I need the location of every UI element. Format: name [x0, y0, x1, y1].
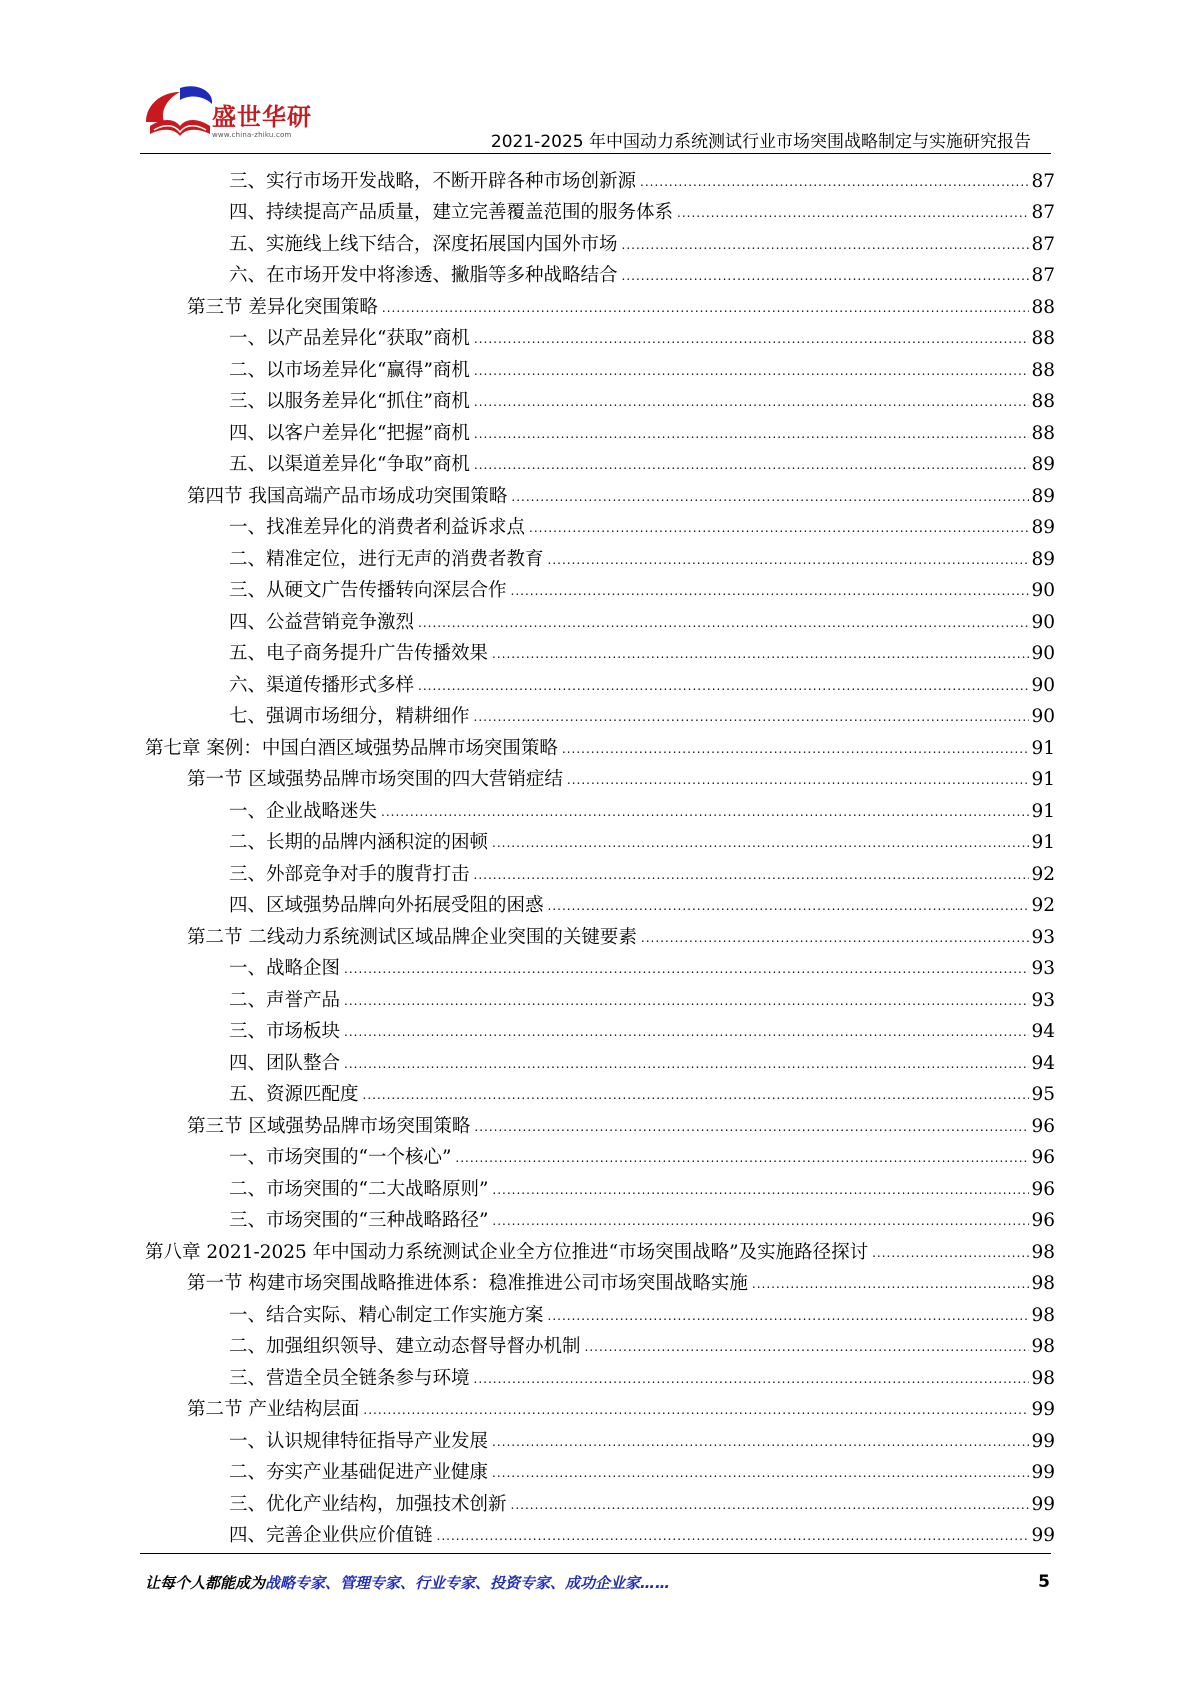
toc-entry-label: 三、以服务差异化“抓住”商机 — [229, 391, 470, 412]
toc-dot-leader — [437, 1527, 1030, 1545]
toc-entry[interactable] — [145, 1359, 1055, 1391]
toc-entry-page: 87 — [1031, 202, 1055, 223]
toc-entry[interactable] — [145, 320, 1055, 352]
toc-entry[interactable] — [145, 1296, 1055, 1328]
toc-entry[interactable] — [145, 761, 1055, 793]
toc-entry-label: 第一节 构建市场突围战略推进体系：稳准推进公司市场突围战略实施 — [187, 1273, 748, 1294]
toc-entry[interactable] — [145, 698, 1055, 730]
toc-entry-label: 一、找准差异化的消费者利益诉求点 — [229, 517, 526, 538]
toc-entry-label: 三、外部竞争对手的腹背打击 — [229, 863, 470, 885]
toc-entry-label: 二、长期的品牌内涵积淀的困顿 — [229, 832, 489, 853]
toc-entry[interactable] — [145, 540, 1055, 572]
toc-entry[interactable] — [145, 824, 1055, 856]
toc-dot-leader — [872, 1244, 1029, 1262]
toc-dot-leader — [474, 330, 1030, 348]
toc-entry-label: 第一节 区域强势品牌市场突围的四大营销症结 — [187, 769, 563, 790]
toc-entry-label: 一、战略企图 — [229, 958, 341, 979]
toc-dot-leader — [562, 740, 1030, 758]
toc-dot-leader — [363, 1401, 1029, 1419]
toc-entry-page: 88 — [1031, 328, 1055, 349]
toc-entry-page: 95 — [1031, 1084, 1055, 1105]
header-divider — [140, 153, 1051, 154]
toc-dot-leader — [474, 1370, 1030, 1388]
report-title: 2021-2025 年中国动力系统测试行业市场突围战略制定与实施研究报告 — [490, 132, 1031, 152]
toc-entry-label: 三、市场板块 — [229, 1021, 341, 1042]
toc-entry[interactable] — [145, 1076, 1055, 1108]
toc-entry-page: 94 — [1031, 1021, 1055, 1042]
toc-entry-label: 七、强调市场细分，精耕细作 — [229, 706, 470, 727]
toc-dot-leader — [492, 645, 1029, 663]
toc-entry-page: 99 — [1031, 1525, 1055, 1546]
toc-entry[interactable] — [145, 572, 1055, 604]
toc-entry-label: 第三节 区域强势品牌市场突围策略 — [187, 1115, 471, 1137]
toc-entry-page: 89 — [1031, 517, 1055, 538]
toc-dot-leader — [641, 929, 1030, 947]
footer-slogan-roles: 战略专家、管理专家、行业专家、投资专家、成功企业家…… — [265, 1574, 671, 1592]
toc-entry-label: 第四节 我国高端产品市场成功突围策略 — [187, 485, 508, 507]
toc-dot-leader — [752, 1275, 1030, 1293]
toc-entry-page: 91 — [1031, 800, 1055, 822]
toc-entry[interactable] — [145, 1422, 1055, 1454]
toc-entry[interactable] — [145, 950, 1055, 982]
toc-entry[interactable] — [145, 792, 1055, 824]
toc-dot-leader — [455, 1149, 1029, 1167]
toc-entry-page: 90 — [1031, 706, 1055, 727]
page-footer — [145, 1572, 1050, 1598]
toc-entry-label: 第八章 2021-2025 年中国动力系统测试企业全方位推进“市场突围战略”及实施路径探讨 — [145, 1241, 869, 1263]
toc-entry-page: 88 — [1031, 359, 1055, 381]
toc-entry-page: 92 — [1031, 863, 1055, 885]
toc-dot-leader — [344, 992, 1029, 1010]
toc-dot-leader — [418, 677, 1029, 695]
toc-dot-leader — [511, 488, 1029, 506]
toc-dot-leader — [363, 1086, 1030, 1104]
toc-entry-label: 五、实施线上线下结合，深度拓展国内国外市场 — [229, 233, 618, 255]
toc-entry-label: 一、企业战略迷失 — [229, 800, 378, 822]
toc-entry[interactable] — [145, 918, 1055, 950]
toc-entry-page: 96 — [1031, 1115, 1055, 1137]
brand-logo-icon — [140, 82, 220, 144]
toc-entry-label: 四、区域强势品牌向外拓展受阻的困惑 — [229, 895, 544, 916]
toc-entry-page: 98 — [1031, 1304, 1055, 1326]
toc-entry[interactable] — [145, 1391, 1055, 1423]
toc-entry-label: 一、结合实际、精心制定工作实施方案 — [229, 1304, 544, 1326]
toc-entry-page: 87 — [1031, 265, 1055, 286]
toc-entry-page: 89 — [1031, 548, 1055, 570]
brand-name: 盛世华研 — [212, 103, 312, 131]
toc-entry[interactable] — [145, 1328, 1055, 1360]
toc-entry-label: 第七章 案例：中国白酒区域强势品牌市场突围策略 — [145, 737, 558, 759]
toc-entry-page: 90 — [1031, 674, 1055, 696]
toc-entry-label: 二、市场突围的“二大战略原则” — [229, 1178, 489, 1200]
toc-entry-label: 三、从硬文广告传播转向深层合作 — [229, 580, 507, 601]
toc-entry-label: 一、市场突围的“一个核心” — [229, 1147, 452, 1168]
toc-entry-label: 三、营造全员全链条参与环境 — [229, 1367, 470, 1389]
toc-dot-leader — [474, 362, 1030, 380]
toc-dot-leader — [344, 1023, 1029, 1041]
toc-entry-label: 四、公益营销竞争激烈 — [229, 611, 415, 633]
toc-entry-label: 五、资源匹配度 — [229, 1084, 359, 1105]
toc-entry-page: 93 — [1031, 989, 1055, 1011]
toc-entry-page: 92 — [1031, 895, 1055, 916]
page-header — [0, 0, 1191, 155]
toc-dot-leader — [492, 1433, 1029, 1451]
toc-dot-leader — [585, 1338, 1030, 1356]
toc-entry[interactable] — [145, 446, 1055, 478]
toc-entry[interactable] — [145, 1202, 1055, 1234]
toc-entry-label: 第二节 二线动力系统测试区域品牌企业突围的关键要素 — [187, 926, 637, 948]
toc-entry-label: 二、加强组织领导、建立动态督导督办机制 — [229, 1336, 581, 1357]
toc-entry-page: 99 — [1031, 1430, 1055, 1452]
toc-entry-page: 90 — [1031, 611, 1055, 633]
toc-entry-label: 五、电子商务提升广告传播效果 — [229, 643, 489, 664]
toc-entry-page: 99 — [1031, 1399, 1055, 1420]
toc-entry[interactable] — [145, 509, 1055, 541]
toc-entry-label: 二、夯实产业基础促进产业健康 — [229, 1462, 489, 1483]
toc-entry[interactable] — [145, 257, 1055, 289]
toc-dot-leader — [474, 425, 1030, 443]
toc-entry-label: 六、在市场开发中将渗透、撇脂等多种战略结合 — [229, 265, 618, 286]
toc-entry-page: 89 — [1031, 485, 1055, 507]
table-of-contents — [145, 162, 1055, 1548]
toc-entry-page: 98 — [1031, 1273, 1055, 1294]
toc-entry-label: 三、实行市场开发战略，不断开辟各种市场创新源 — [229, 170, 637, 192]
toc-entry[interactable] — [145, 1044, 1055, 1076]
toc-entry-label: 第三节 差异化突围策略 — [187, 296, 378, 318]
toc-entry[interactable] — [145, 477, 1055, 509]
toc-dot-leader — [474, 708, 1030, 726]
toc-dot-leader — [640, 173, 1029, 191]
toc-entry[interactable] — [145, 666, 1055, 698]
toc-dot-leader — [492, 1181, 1029, 1199]
toc-entry-page: 96 — [1031, 1210, 1055, 1231]
toc-entry[interactable] — [145, 603, 1055, 635]
toc-entry[interactable] — [145, 162, 1055, 194]
toc-entry[interactable] — [145, 383, 1055, 415]
toc-entry-label: 二、精准定位，进行无声的消费者教育 — [229, 548, 544, 570]
toc-dot-leader — [418, 614, 1029, 632]
toc-dot-leader — [492, 1212, 1029, 1230]
toc-entry-page: 98 — [1031, 1367, 1055, 1389]
toc-entry-page: 91 — [1031, 769, 1055, 790]
toc-entry[interactable] — [145, 1139, 1055, 1171]
toc-entry-page: 96 — [1031, 1147, 1055, 1168]
toc-dot-leader — [511, 1496, 1030, 1514]
toc-entry[interactable] — [145, 414, 1055, 446]
toc-entry-page: 93 — [1031, 926, 1055, 948]
brand-url: www.china-zhiku.com — [212, 131, 292, 139]
toc-entry[interactable] — [145, 887, 1055, 919]
toc-dot-leader — [474, 393, 1030, 411]
toc-entry-page: 87 — [1031, 233, 1055, 255]
toc-entry[interactable] — [145, 1454, 1055, 1486]
toc-entry-label: 二、以市场差异化“赢得”商机 — [229, 359, 470, 381]
toc-entry-label: 一、认识规律特征指导产业发展 — [229, 1430, 489, 1452]
toc-entry-page: 94 — [1031, 1052, 1055, 1074]
toc-dot-leader — [492, 1464, 1029, 1482]
toc-entry-page: 87 — [1031, 170, 1055, 192]
toc-entry[interactable] — [145, 1517, 1055, 1549]
toc-dot-leader — [382, 299, 1030, 317]
toc-entry[interactable] — [145, 1485, 1055, 1517]
footer-slogan-prefix: 让每个人都能成为 — [145, 1574, 266, 1592]
toc-dot-leader — [548, 897, 1030, 915]
toc-entry[interactable] — [145, 288, 1055, 320]
toc-entry[interactable] — [145, 351, 1055, 383]
toc-dot-leader — [622, 236, 1030, 254]
toc-dot-leader — [548, 551, 1030, 569]
toc-entry[interactable] — [145, 225, 1055, 257]
toc-dot-leader — [474, 456, 1030, 474]
toc-dot-leader — [344, 1055, 1029, 1073]
toc-entry-page: 90 — [1031, 580, 1055, 601]
toc-entry-page: 91 — [1031, 832, 1055, 853]
toc-entry-label: 四、持续提高产品质量，建立完善覆盖范围的服务体系 — [229, 202, 674, 223]
toc-dot-leader — [474, 866, 1030, 884]
toc-entry-label: 六、渠道传播形式多样 — [229, 674, 415, 696]
toc-entry-page: 88 — [1031, 391, 1055, 412]
toc-entry[interactable] — [145, 1013, 1055, 1045]
toc-entry-label: 四、完善企业供应价值链 — [229, 1525, 433, 1546]
toc-entry[interactable] — [145, 1107, 1055, 1139]
toc-entry-page: 88 — [1031, 296, 1055, 318]
toc-entry-label: 一、以产品差异化“获取”商机 — [229, 328, 470, 349]
toc-entry[interactable] — [145, 194, 1055, 226]
toc-dot-leader — [529, 519, 1029, 537]
toc-entry[interactable] — [145, 635, 1055, 667]
toc-dot-leader — [622, 267, 1030, 285]
toc-dot-leader — [381, 803, 1029, 821]
toc-entry-label: 四、以客户差异化“把握”商机 — [229, 422, 470, 444]
toc-entry[interactable] — [145, 729, 1055, 761]
toc-dot-leader — [677, 204, 1029, 222]
toc-entry-label: 五、以渠道差异化“争取”商机 — [229, 454, 470, 475]
toc-entry-page: 91 — [1031, 737, 1055, 759]
toc-entry-page: 93 — [1031, 958, 1055, 979]
toc-entry[interactable] — [145, 1233, 1055, 1265]
toc-entry-label: 第二节 产业结构层面 — [187, 1399, 360, 1420]
toc-entry-label: 三、优化产业结构，加强技术创新 — [229, 1493, 507, 1515]
toc-dot-leader — [511, 582, 1030, 600]
toc-dot-leader — [492, 834, 1029, 852]
toc-entry-label: 四、团队整合 — [229, 1052, 341, 1074]
toc-entry-page: 96 — [1031, 1178, 1055, 1200]
toc-entry-page: 88 — [1031, 422, 1055, 444]
toc-entry-page: 99 — [1031, 1462, 1055, 1483]
toc-dot-leader — [474, 1118, 1029, 1136]
toc-entry[interactable] — [145, 1265, 1055, 1297]
toc-entry-page: 90 — [1031, 643, 1055, 664]
toc-entry[interactable] — [145, 981, 1055, 1013]
toc-entry-page: 98 — [1031, 1336, 1055, 1357]
toc-entry-page: 89 — [1031, 454, 1055, 475]
toc-dot-leader — [548, 1307, 1030, 1325]
toc-entry[interactable] — [145, 855, 1055, 887]
toc-entry-label: 三、市场突围的“三种战略路径” — [229, 1210, 489, 1231]
page-number: 5 — [1038, 1572, 1050, 1592]
toc-entry-page: 98 — [1031, 1241, 1055, 1263]
toc-entry-label: 二、声誉产品 — [229, 989, 341, 1011]
toc-entry[interactable] — [145, 1170, 1055, 1202]
toc-dot-leader — [344, 960, 1029, 978]
toc-entry-page: 99 — [1031, 1493, 1055, 1515]
toc-dot-leader — [567, 771, 1030, 789]
footer-divider — [140, 1553, 1051, 1554]
